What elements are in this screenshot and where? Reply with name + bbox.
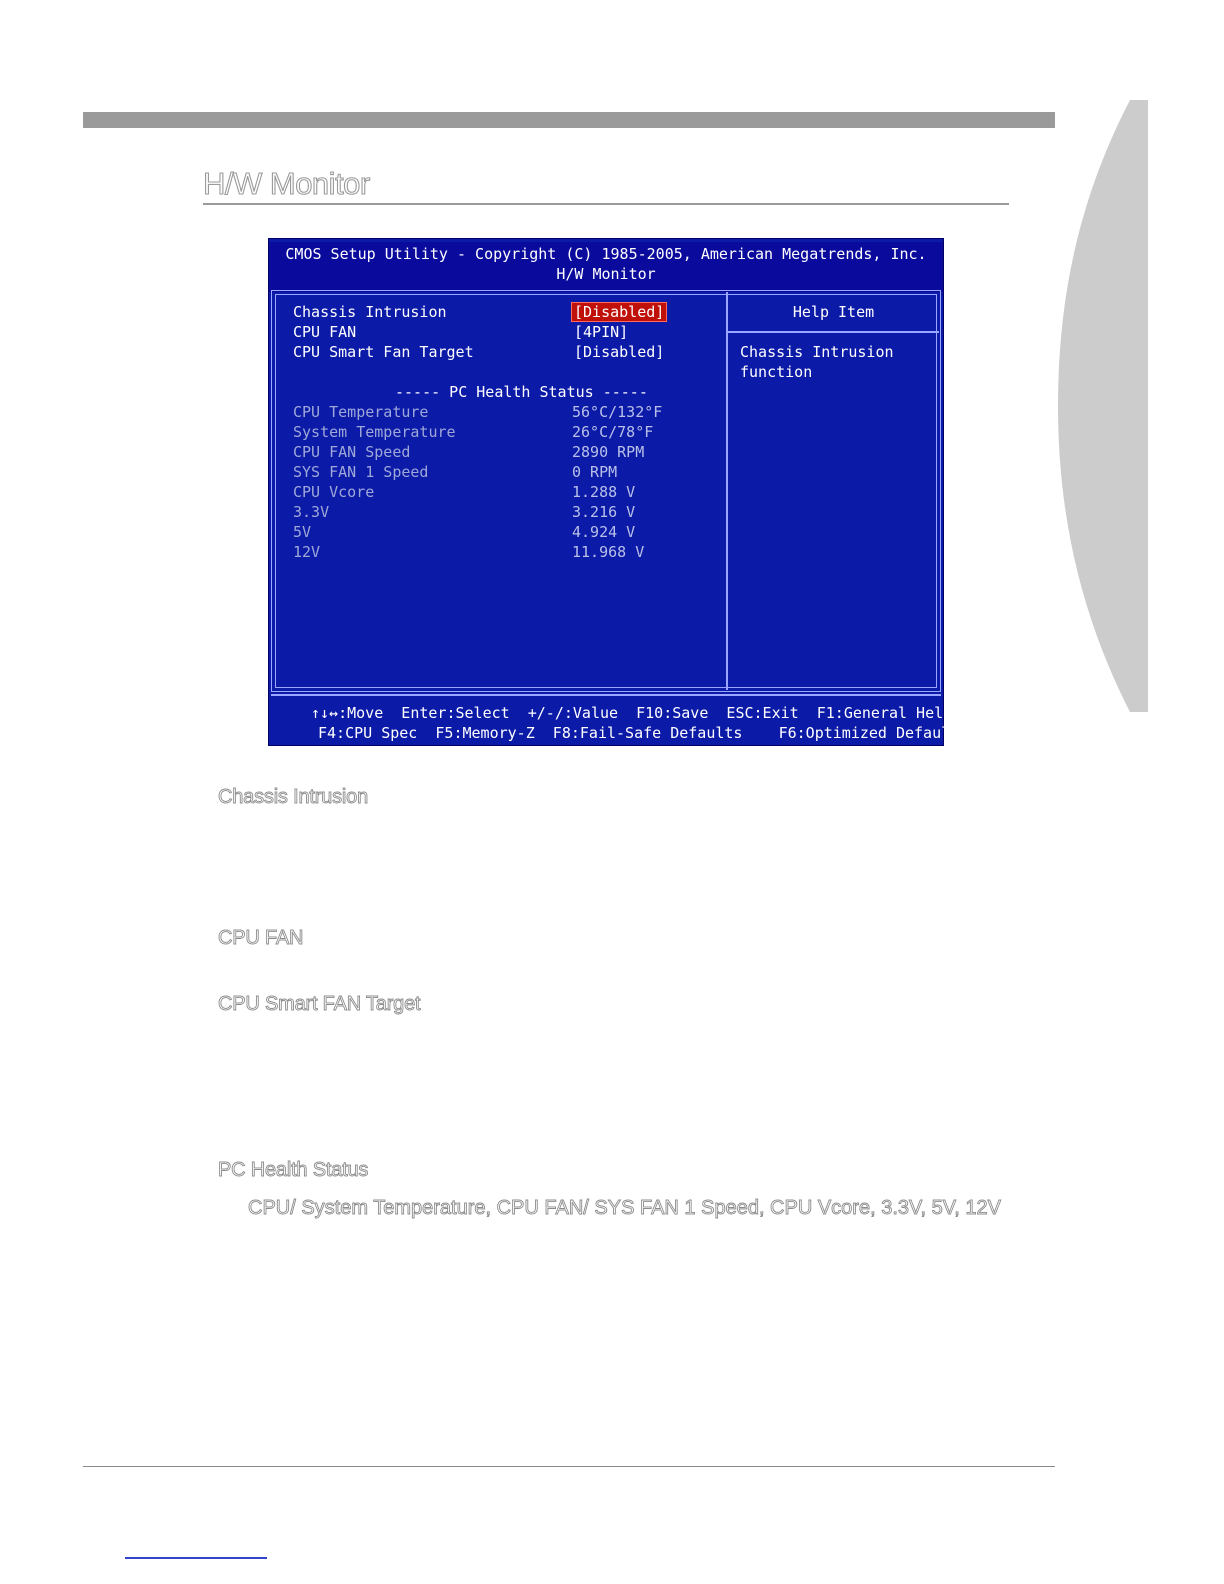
health-value: 26°C/78°F	[572, 423, 654, 441]
help-text-line: Chassis Intrusion	[740, 343, 894, 361]
pc-health-description: CPU/ System Temperature, CPU FAN/ SYS FAN 1 Speed, CPU Vcore, 3.3V, 5V, 12V	[248, 1197, 1001, 1219]
footer-rule	[83, 1466, 1055, 1467]
health-value: 0 RPM	[572, 463, 618, 481]
heading-chassis-intrusion: Chassis Intrusion	[218, 786, 368, 808]
bios-screenshot	[268, 238, 969, 746]
bios-key-legend	[271, 694, 969, 744]
title-underline	[203, 203, 1009, 205]
top-header-bar	[83, 112, 1055, 128]
bios-copyright: CMOS Setup Utility - Copyright (C) 1985-2005, American Megatrends, Inc.	[285, 245, 927, 263]
health-value: 11.968 V	[572, 543, 645, 561]
setting-label-chassis-intrusion[interactable]: Chassis Intrusion	[293, 303, 447, 321]
health-value: 3.216 V	[572, 503, 636, 521]
setting-value-smart-fan-target[interactable]: [Disabled]	[574, 343, 665, 361]
health-label: 12V	[293, 543, 321, 561]
setting-label-cpu-fan[interactable]: CPU FAN	[293, 323, 357, 341]
bios-header	[269, 242, 943, 292]
side-chapter-tab	[1058, 100, 1148, 712]
health-status-title: ----- PC Health Status -----	[395, 383, 648, 401]
health-value: 56°C/132°F	[572, 403, 663, 421]
setting-value-cpu-fan[interactable]: [4PIN]	[574, 323, 629, 341]
health-value: 4.924 V	[572, 523, 636, 541]
help-divider	[728, 331, 939, 333]
selected-value[interactable]: [Disabled]	[571, 302, 667, 322]
health-label: SYS FAN 1 Speed	[293, 463, 429, 481]
health-label: CPU FAN Speed	[293, 443, 411, 461]
health-value: 1.288 V	[572, 483, 636, 501]
setting-label-smart-fan-target[interactable]: CPU Smart Fan Target	[293, 343, 474, 361]
bios-screen-title: H/W Monitor	[556, 265, 656, 283]
help-text-line: function	[740, 363, 813, 381]
key-legend-line: ↑↓↔:Move Enter:Select +/-/:Value F10:Save ESC:Exit F1:General Help	[311, 704, 953, 722]
heading-cpu-fan: CPU FAN	[218, 927, 304, 949]
heading-pc-health-status: PC Health Status	[218, 1159, 369, 1181]
heading-cpu-smart-fan-target: CPU Smart FAN Target	[218, 993, 421, 1015]
pane-divider	[726, 292, 728, 690]
health-label: 3.3V	[293, 503, 330, 521]
health-label: CPU Vcore	[293, 483, 375, 501]
health-label: 5V	[293, 523, 312, 541]
page-title: H/W Monitor	[203, 166, 370, 201]
footer-link-underline[interactable]	[125, 1557, 267, 1559]
health-label: CPU Temperature	[293, 403, 429, 421]
help-item-title: Help Item	[792, 303, 875, 321]
key-legend-line: F4:CPU Spec F5:Memory-Z F8:Fail-Safe Defaults F6:Optimized Defaults	[318, 724, 969, 742]
health-label: System Temperature	[293, 423, 456, 441]
health-value: 2890 RPM	[572, 443, 645, 461]
setting-value-chassis-intrusion[interactable]	[571, 302, 667, 322]
